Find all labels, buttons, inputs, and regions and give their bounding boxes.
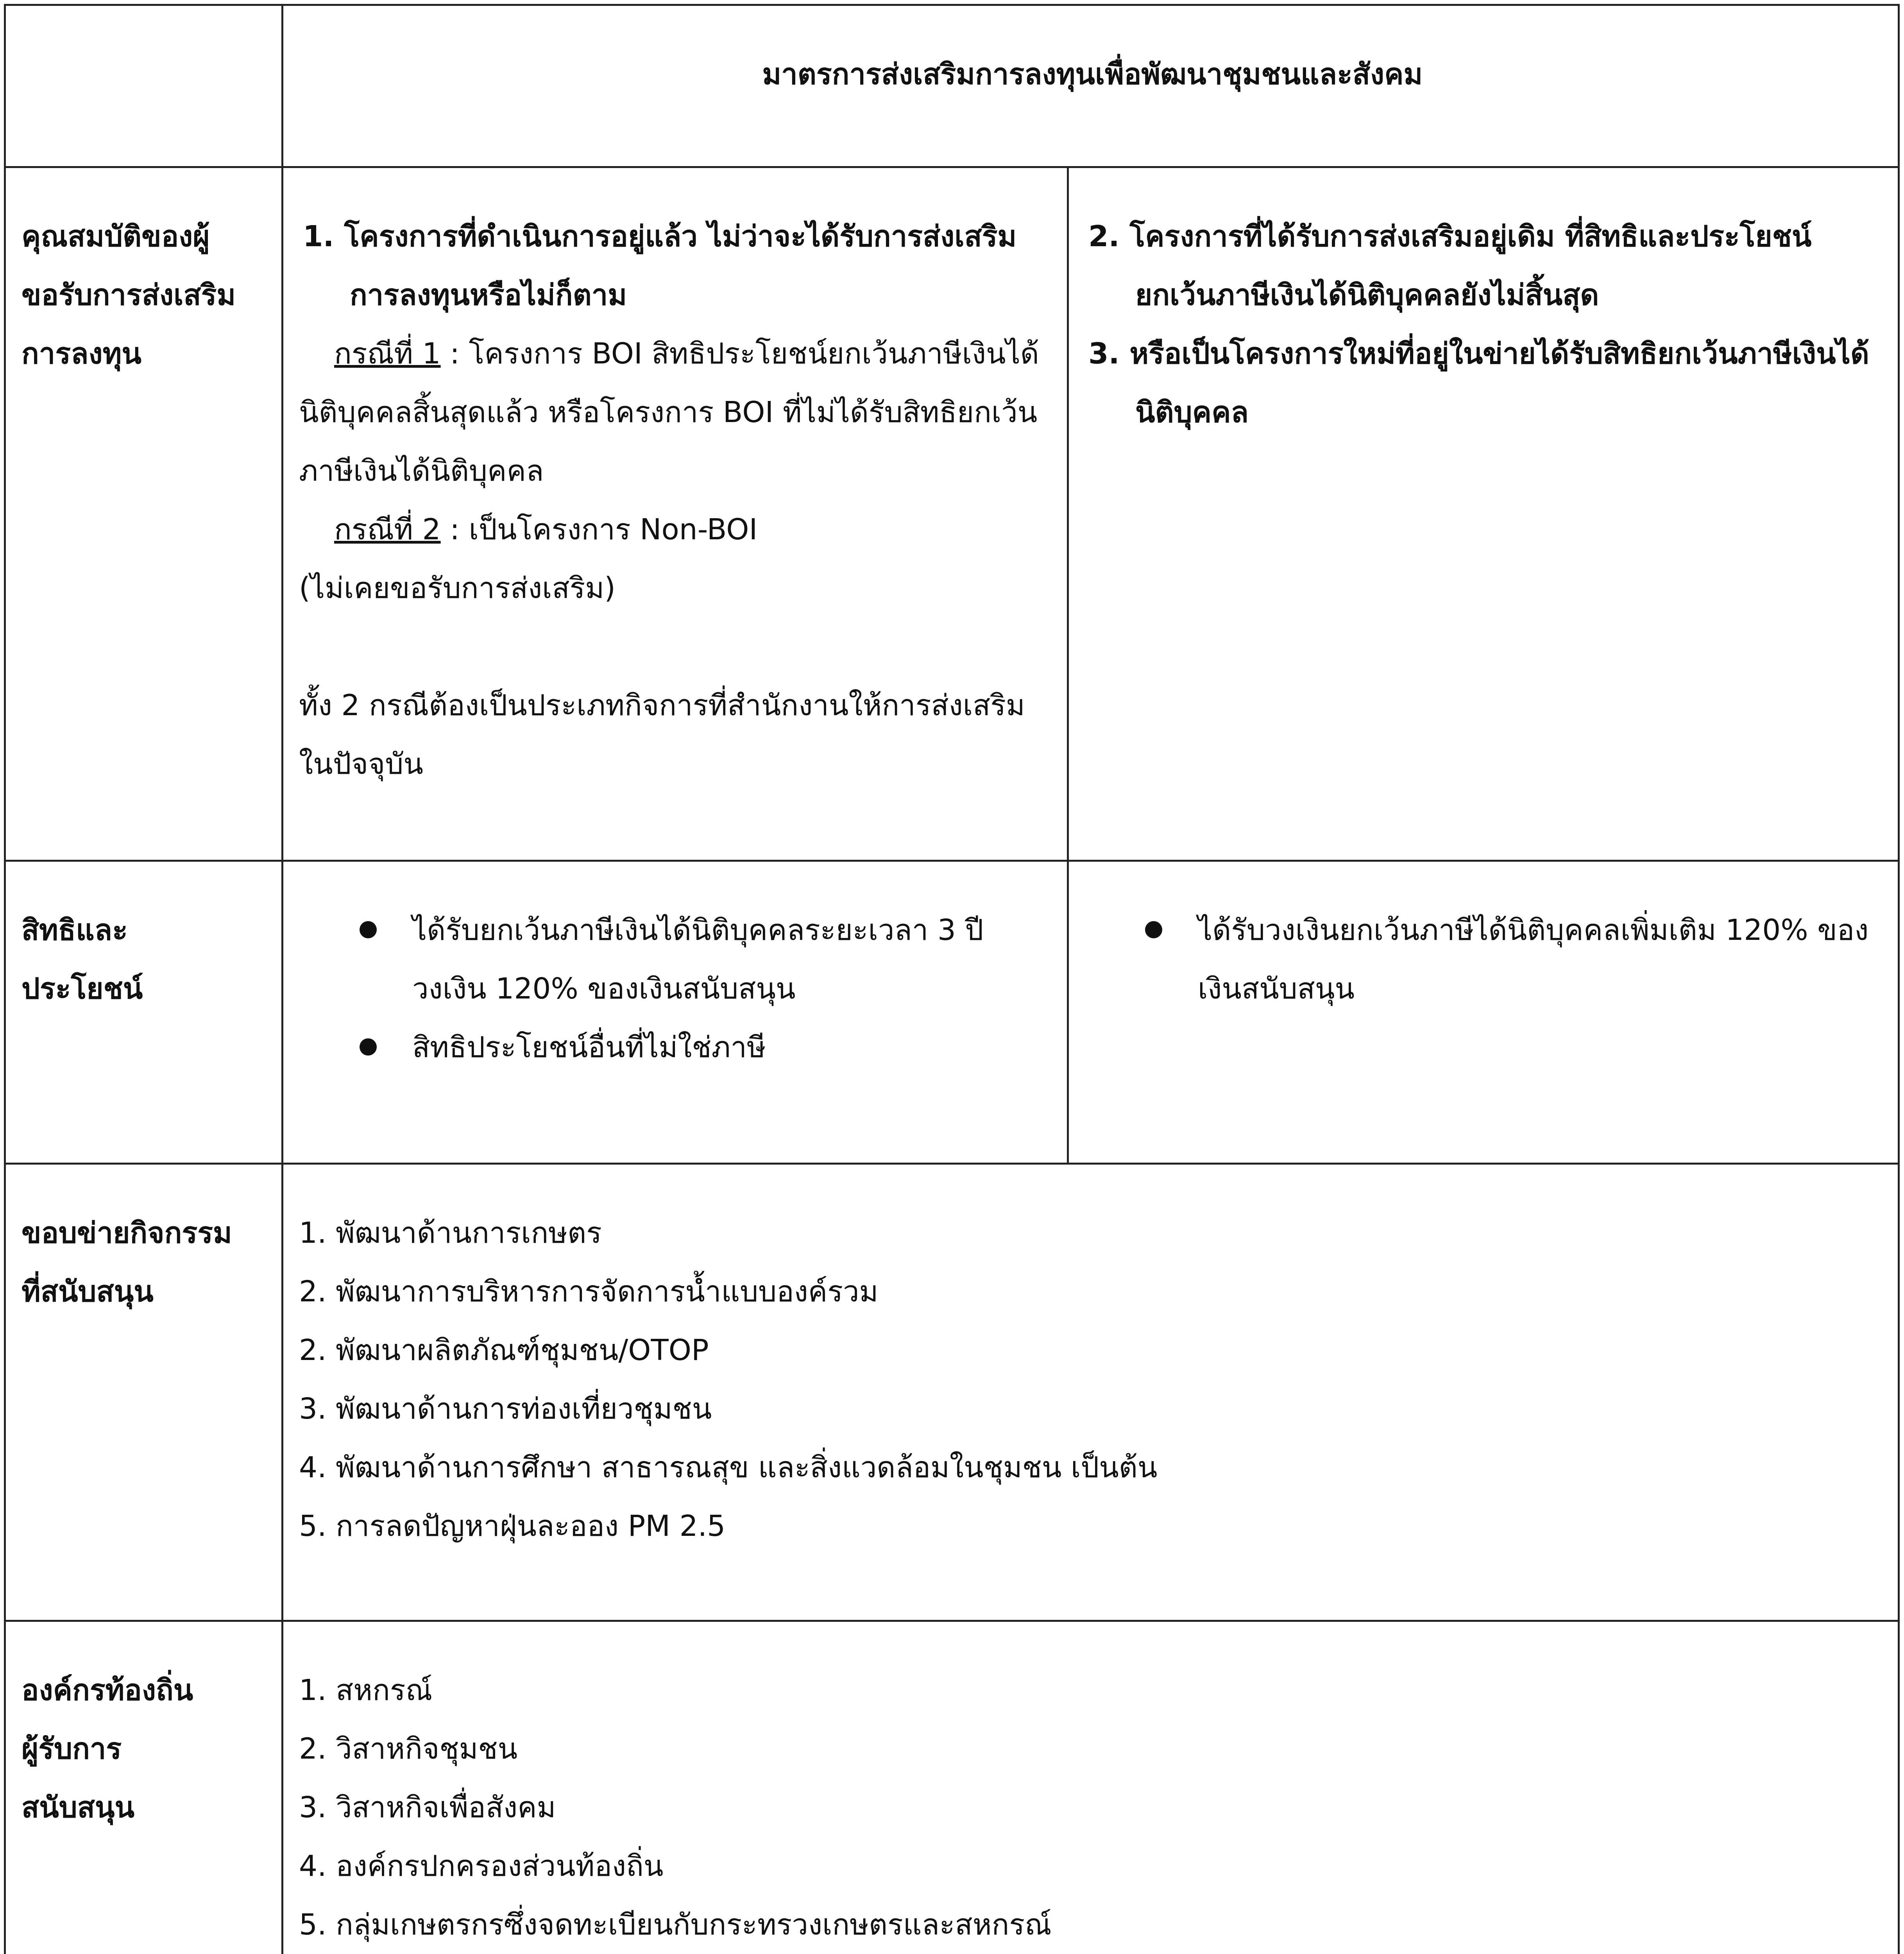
spacer	[299, 617, 1055, 676]
qualification-promoted-projects	[1068, 167, 1899, 861]
list-item: 2. พัฒนาผลิตภัณฑ์ชุมชน/OTOP	[299, 1333, 709, 1367]
qualification-row	[5, 167, 1899, 861]
list-item	[299, 1018, 1055, 1077]
qualification-label: คุณสมบัติของผู้ขอรับการส่งเสริมการลงทุน	[5, 167, 283, 861]
benefits-list-1	[299, 901, 1055, 1077]
case-2-label: กรณีที่ 2	[334, 513, 441, 546]
list-item	[299, 901, 1055, 1018]
benefit-text: ได้รับยกเว้นภาษีเงินได้นิติบุคคลระยะเวลา 3 ปี วงเงิน 120% ของเงินสนับสนุน	[412, 913, 984, 1006]
case-2-text: : เป็นโครงการ Non-BOI	[440, 513, 758, 546]
list-item: 3. วิสาหกิจเพื่อสังคม	[299, 1791, 556, 1824]
local-organizations-label-line-1: องค์กรท้องถิ่น	[21, 1673, 193, 1707]
header-row	[5, 5, 1899, 167]
benefits-row	[5, 861, 1899, 1164]
case-1-label: กรณีที่ 1	[334, 337, 441, 370]
bullet-icon	[1145, 921, 1162, 938]
activity-scope-list	[283, 1164, 1899, 1621]
local-organizations-row	[5, 1621, 1899, 1954]
list-item: 1. พัฒนาด้านการเกษตร	[299, 1216, 602, 1250]
local-organizations-label-line-3: สนับสนุน	[21, 1791, 135, 1824]
case-1-block	[299, 324, 1055, 500]
benefits-promoted-projects	[1068, 861, 1899, 1164]
table-title: มาตรการส่งเสริมการลงทุนเพื่อพัฒนาชุมชนและสังคม	[283, 5, 1899, 167]
existing-projects-heading: 1. โครงการที่ดำเนินการอยู่แล้ว ไม่ว่าจะได้รับการส่งเสริมการลงทุนหรือไม่ก็ตาม	[303, 220, 1017, 312]
qualification-existing-projects	[283, 167, 1068, 861]
list-item: 1. สหกรณ์	[299, 1673, 433, 1707]
benefits-label-line-1: สิทธิและ	[21, 913, 128, 947]
list-item	[1084, 901, 1886, 1018]
both-cases-note: ทั้ง 2 กรณีต้องเป็นประเภทกิจการที่สำนักงานให้การส่งเสริมในปัจจุบัน	[299, 689, 1025, 781]
list-item: 2. วิสาหกิจชุมชน	[299, 1732, 518, 1766]
bullet-icon	[360, 921, 377, 938]
activity-scope-label	[5, 1164, 283, 1621]
qualification-item-3: 3. หรือเป็นโครงการใหม่ที่อยู่ในข่ายได้รับสิทธิยกเว้นภาษีเงินได้นิติบุคคล	[1088, 337, 1869, 429]
bullet-icon	[360, 1038, 377, 1056]
list-item: 4. องค์กรปกครองส่วนท้องถิ่น	[299, 1849, 664, 1883]
case-1-text: : โครงการ BOI สิทธิประโยชน์ยกเว้นภาษีเงินได้นิติบุคคลสิ้นสุดแล้ว หรือโครงการ BOI ที่ไม่ได้รับสิทธิยกเว้นภาษีเงินได้นิติบุคคล	[299, 337, 1039, 488]
benefits-label-line-2: ประโยชน์	[21, 972, 143, 1006]
qualification-item-2: 2. โครงการที่ได้รับการส่งเสริมอยู่เดิม ที่สิทธิและประโยชน์ ยกเว้นภาษีเงินได้นิติบุคคลยังไม่สิ้นสุด	[1088, 220, 1812, 312]
investment-measures-table	[4, 4, 1900, 1954]
benefits-label	[5, 861, 283, 1164]
list-item: 4. พัฒนาด้านการศึกษา สาธารณสุข และสิ่งแวดล้อมในชุมชน เป็นต้น	[299, 1451, 1158, 1484]
benefit-text: สิทธิประโยชน์อื่นที่ไม่ใช่ภาษี	[412, 1031, 766, 1064]
activity-scope-label-line-1: ขอบข่ายกิจกรรม	[21, 1216, 232, 1250]
local-organizations-label-line-2: ผู้รับการ	[21, 1732, 122, 1766]
case-2-block	[299, 500, 1055, 559]
local-organizations-label	[5, 1621, 283, 1954]
benefits-existing-projects	[283, 861, 1068, 1164]
list-item: 3. พัฒนาด้านการท่องเที่ยวชุมชน	[299, 1392, 712, 1426]
header-empty-cell	[5, 5, 283, 167]
local-organizations-list	[283, 1621, 1899, 1954]
activity-scope-row	[5, 1164, 1899, 1621]
list-item: 2. พัฒนาการบริหารการจัดการน้ำแบบองค์รวม	[299, 1275, 879, 1308]
case-2-note: (ไม่เคยขอรับการส่งเสริม)	[299, 571, 616, 605]
list-item: 5. การลดปัญหาฝุ่นละออง PM 2.5	[299, 1509, 726, 1543]
list-item: 5. กลุ่มเกษตรกรซึ่งจดทะเบียนกับกระทรวงเกษตรและสหกรณ์	[299, 1908, 1052, 1941]
activity-scope-label-line-2: ที่สนับสนุน	[21, 1275, 154, 1308]
benefit-text: ได้รับวงเงินยกเว้นภาษีได้นิติบุคคลเพิ่มเติม 120% ของเงินสนับสนุน	[1198, 913, 1869, 1006]
benefits-list-2	[1084, 901, 1886, 1018]
